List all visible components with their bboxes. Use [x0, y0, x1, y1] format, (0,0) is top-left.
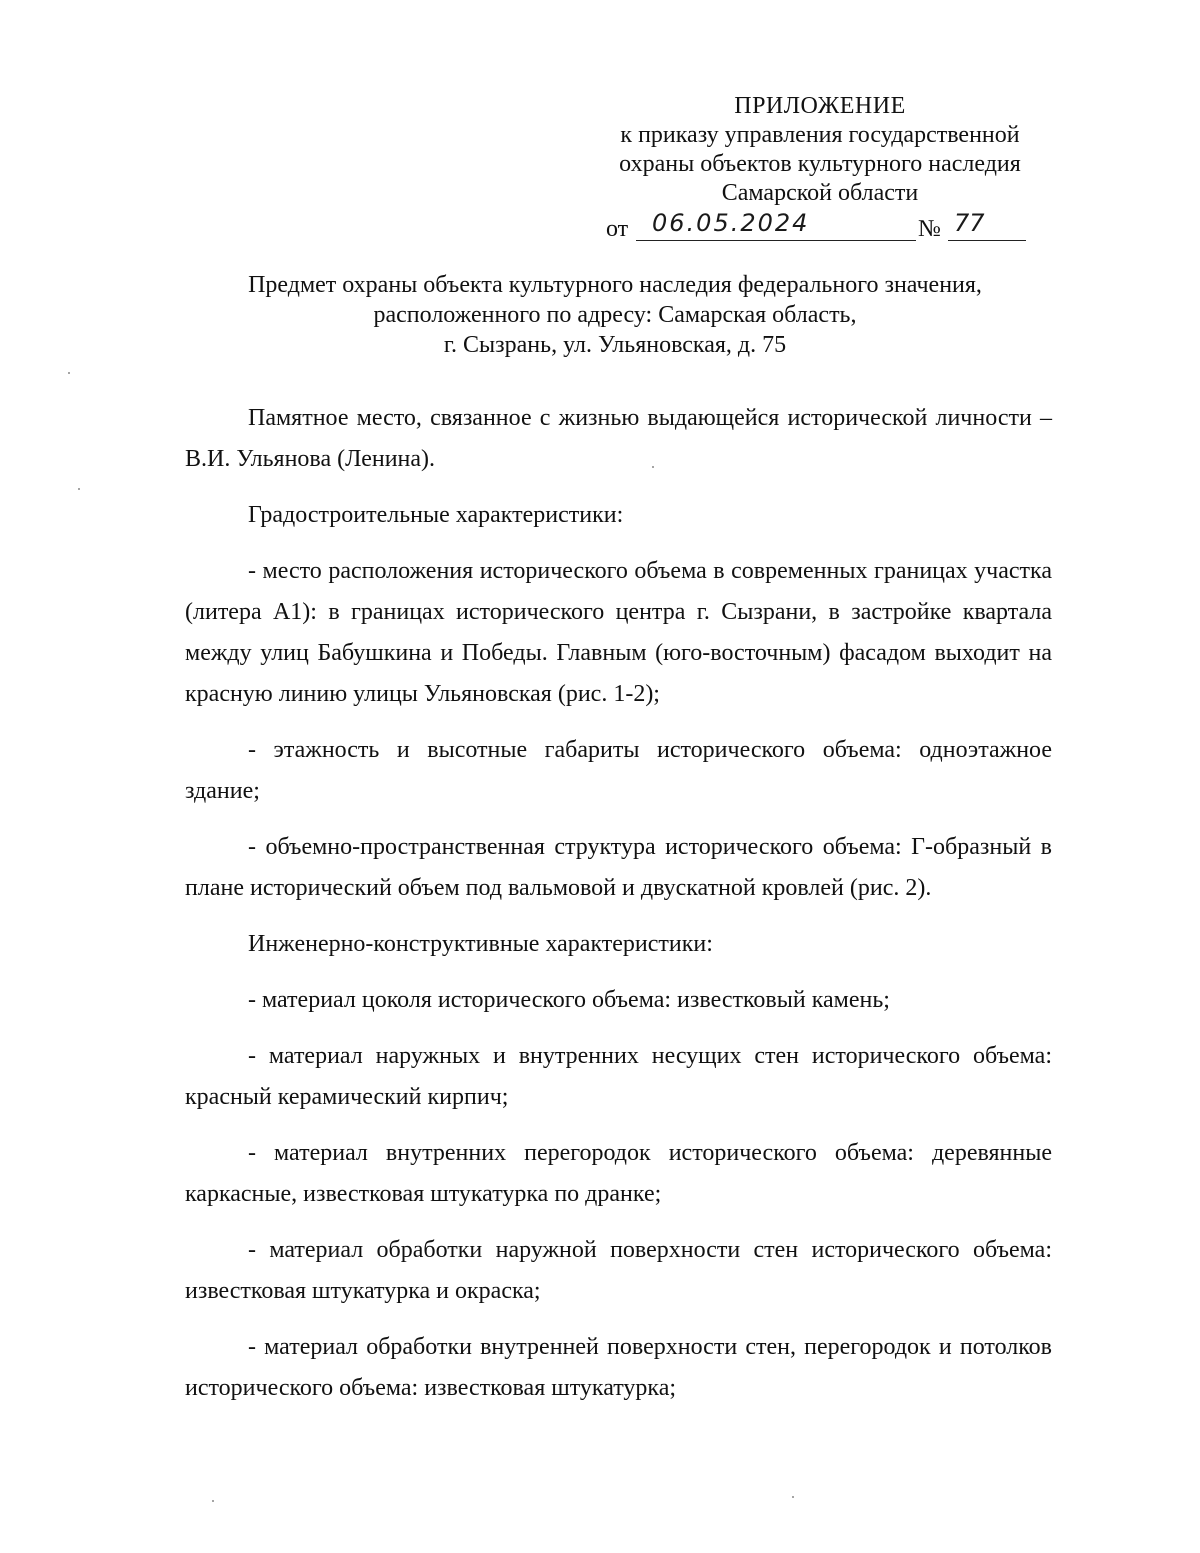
paragraph-walls-material: - материал наружных и внутренних несущих стен исторического объема: красный керамический кирпич; — [185, 1043, 1052, 1110]
number-label: № — [918, 216, 941, 242]
subject-line-1: Предмет охраны объекта культурного наследия федерального значения, — [248, 272, 982, 298]
appendix-line-2: охраны объектов культурного наследия — [619, 151, 1021, 177]
handwritten-date: 06.05.2024 — [652, 209, 810, 237]
subject-line-2: расположенного по адресу: Самарская область, — [373, 302, 857, 328]
order-date-number-row — [606, 209, 1026, 244]
paragraph-plinth-material: - материал цоколя исторического объема: известковый камень; — [248, 987, 890, 1013]
paragraph-exterior-finish: - материал обработки наружной поверхности стен исторического объема: известковая штукатурка и окраска; — [185, 1237, 1052, 1304]
paragraph-storeys: - этажность и высотные габариты исторического объема: одноэтажное здание; — [185, 737, 1052, 804]
paragraph-partitions-material: - материал внутренних перегородок исторического объема: деревянные каркасные, известковая штукатурка по дранке; — [185, 1140, 1052, 1207]
scan-speck — [78, 488, 80, 490]
date-label: от — [606, 216, 629, 242]
paragraph-memorial-place: Памятное место, связанное с жизнью выдающейся исторической личности – В.И. Ульянова (Ленина). — [185, 405, 1052, 472]
paragraph-interior-finish: - материал обработки внутренней поверхности стен, перегородок и потолков исторического объема: известковая штукатурка; — [185, 1334, 1052, 1401]
scan-speck — [652, 466, 654, 468]
number-field — [948, 209, 1026, 241]
subject-line-3: г. Сызрань, ул. Ульяновская, д. 75 — [443, 332, 787, 358]
paragraph-engineering-heading: Инженерно-конструктивные характеристики: — [248, 931, 713, 957]
handwritten-number: 77 — [954, 209, 985, 237]
paragraph-location: - место расположения исторического объема в современных границах участка (литера А1): в границах исторического центра г. Сызрани, в застройке квартала между улиц Бабушкина и Победы. Главным (юго-восточным) фасадом выходит на красную линию улицы Ульяновская (рис. 1-2); — [185, 558, 1052, 707]
appendix-header — [560, 92, 1080, 208]
appendix-title: ПРИЛОЖЕНИЕ — [734, 93, 906, 119]
scan-speck — [68, 372, 70, 374]
document-subject — [150, 270, 1080, 360]
paragraph-urban-heading: Градостроительные характеристики: — [248, 502, 624, 528]
appendix-line-3: Самарской области — [721, 180, 919, 206]
scan-speck — [212, 1500, 214, 1502]
paragraph-volume-structure: - объемно-пространственная структура исторического объема: Г-образный в плане исторический объем под вальмовой и двускатной кровлей (рис. 2). — [185, 834, 1052, 901]
appendix-line-1: к приказу управления государственной — [620, 122, 1020, 148]
document-body — [185, 398, 1052, 1409]
scan-speck — [792, 1496, 794, 1498]
date-field — [636, 209, 916, 241]
